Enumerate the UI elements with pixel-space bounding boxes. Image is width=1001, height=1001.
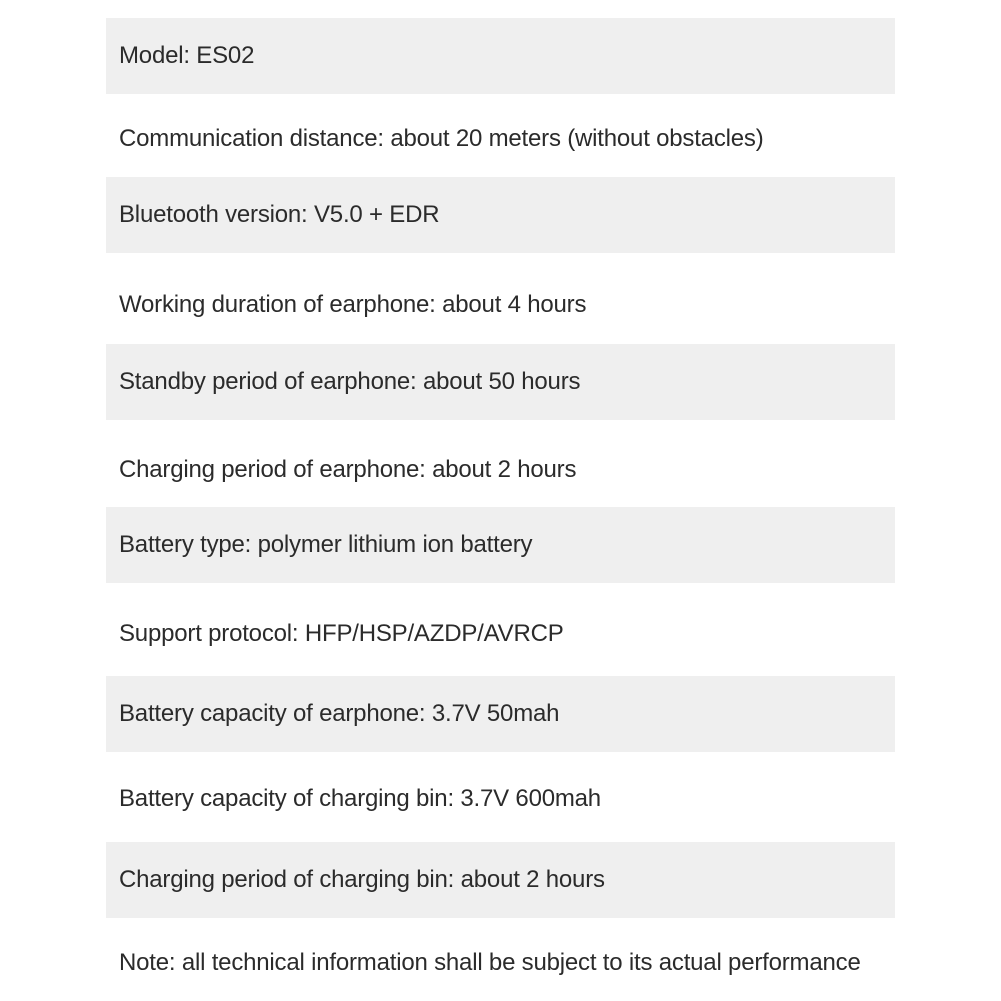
spec-row-support-protocol: Support protocol: HFP/HSP/AZDP/AVRCP [119, 620, 564, 647]
spec-row-battery-capacity-earphone: Battery capacity of earphone: 3.7V 50mah [106, 676, 895, 752]
spec-row-battery-capacity-charging-bin: Battery capacity of charging bin: 3.7V 600mah [119, 785, 601, 812]
spec-row-bluetooth-version: Bluetooth version: V5.0 + EDR [106, 177, 895, 253]
spec-row-battery-type: Battery type: polymer lithium ion battery [106, 507, 895, 583]
spec-row-model: Model: ES02 [106, 18, 895, 94]
spec-row-communication-distance: Communication distance: about 20 meters (without obstacles) [119, 125, 764, 152]
spec-row-charging-period-earphone: Charging period of earphone: about 2 hours [119, 456, 577, 483]
spec-row-working-duration: Working duration of earphone: about 4 hours [119, 291, 587, 318]
spec-row-standby-period: Standby period of earphone: about 50 hours [106, 344, 895, 420]
spec-row-charging-period-charging-bin: Charging period of charging bin: about 2 hours [106, 842, 895, 918]
note-text: Note: all technical information shall be subject to its actual performance [119, 949, 861, 976]
